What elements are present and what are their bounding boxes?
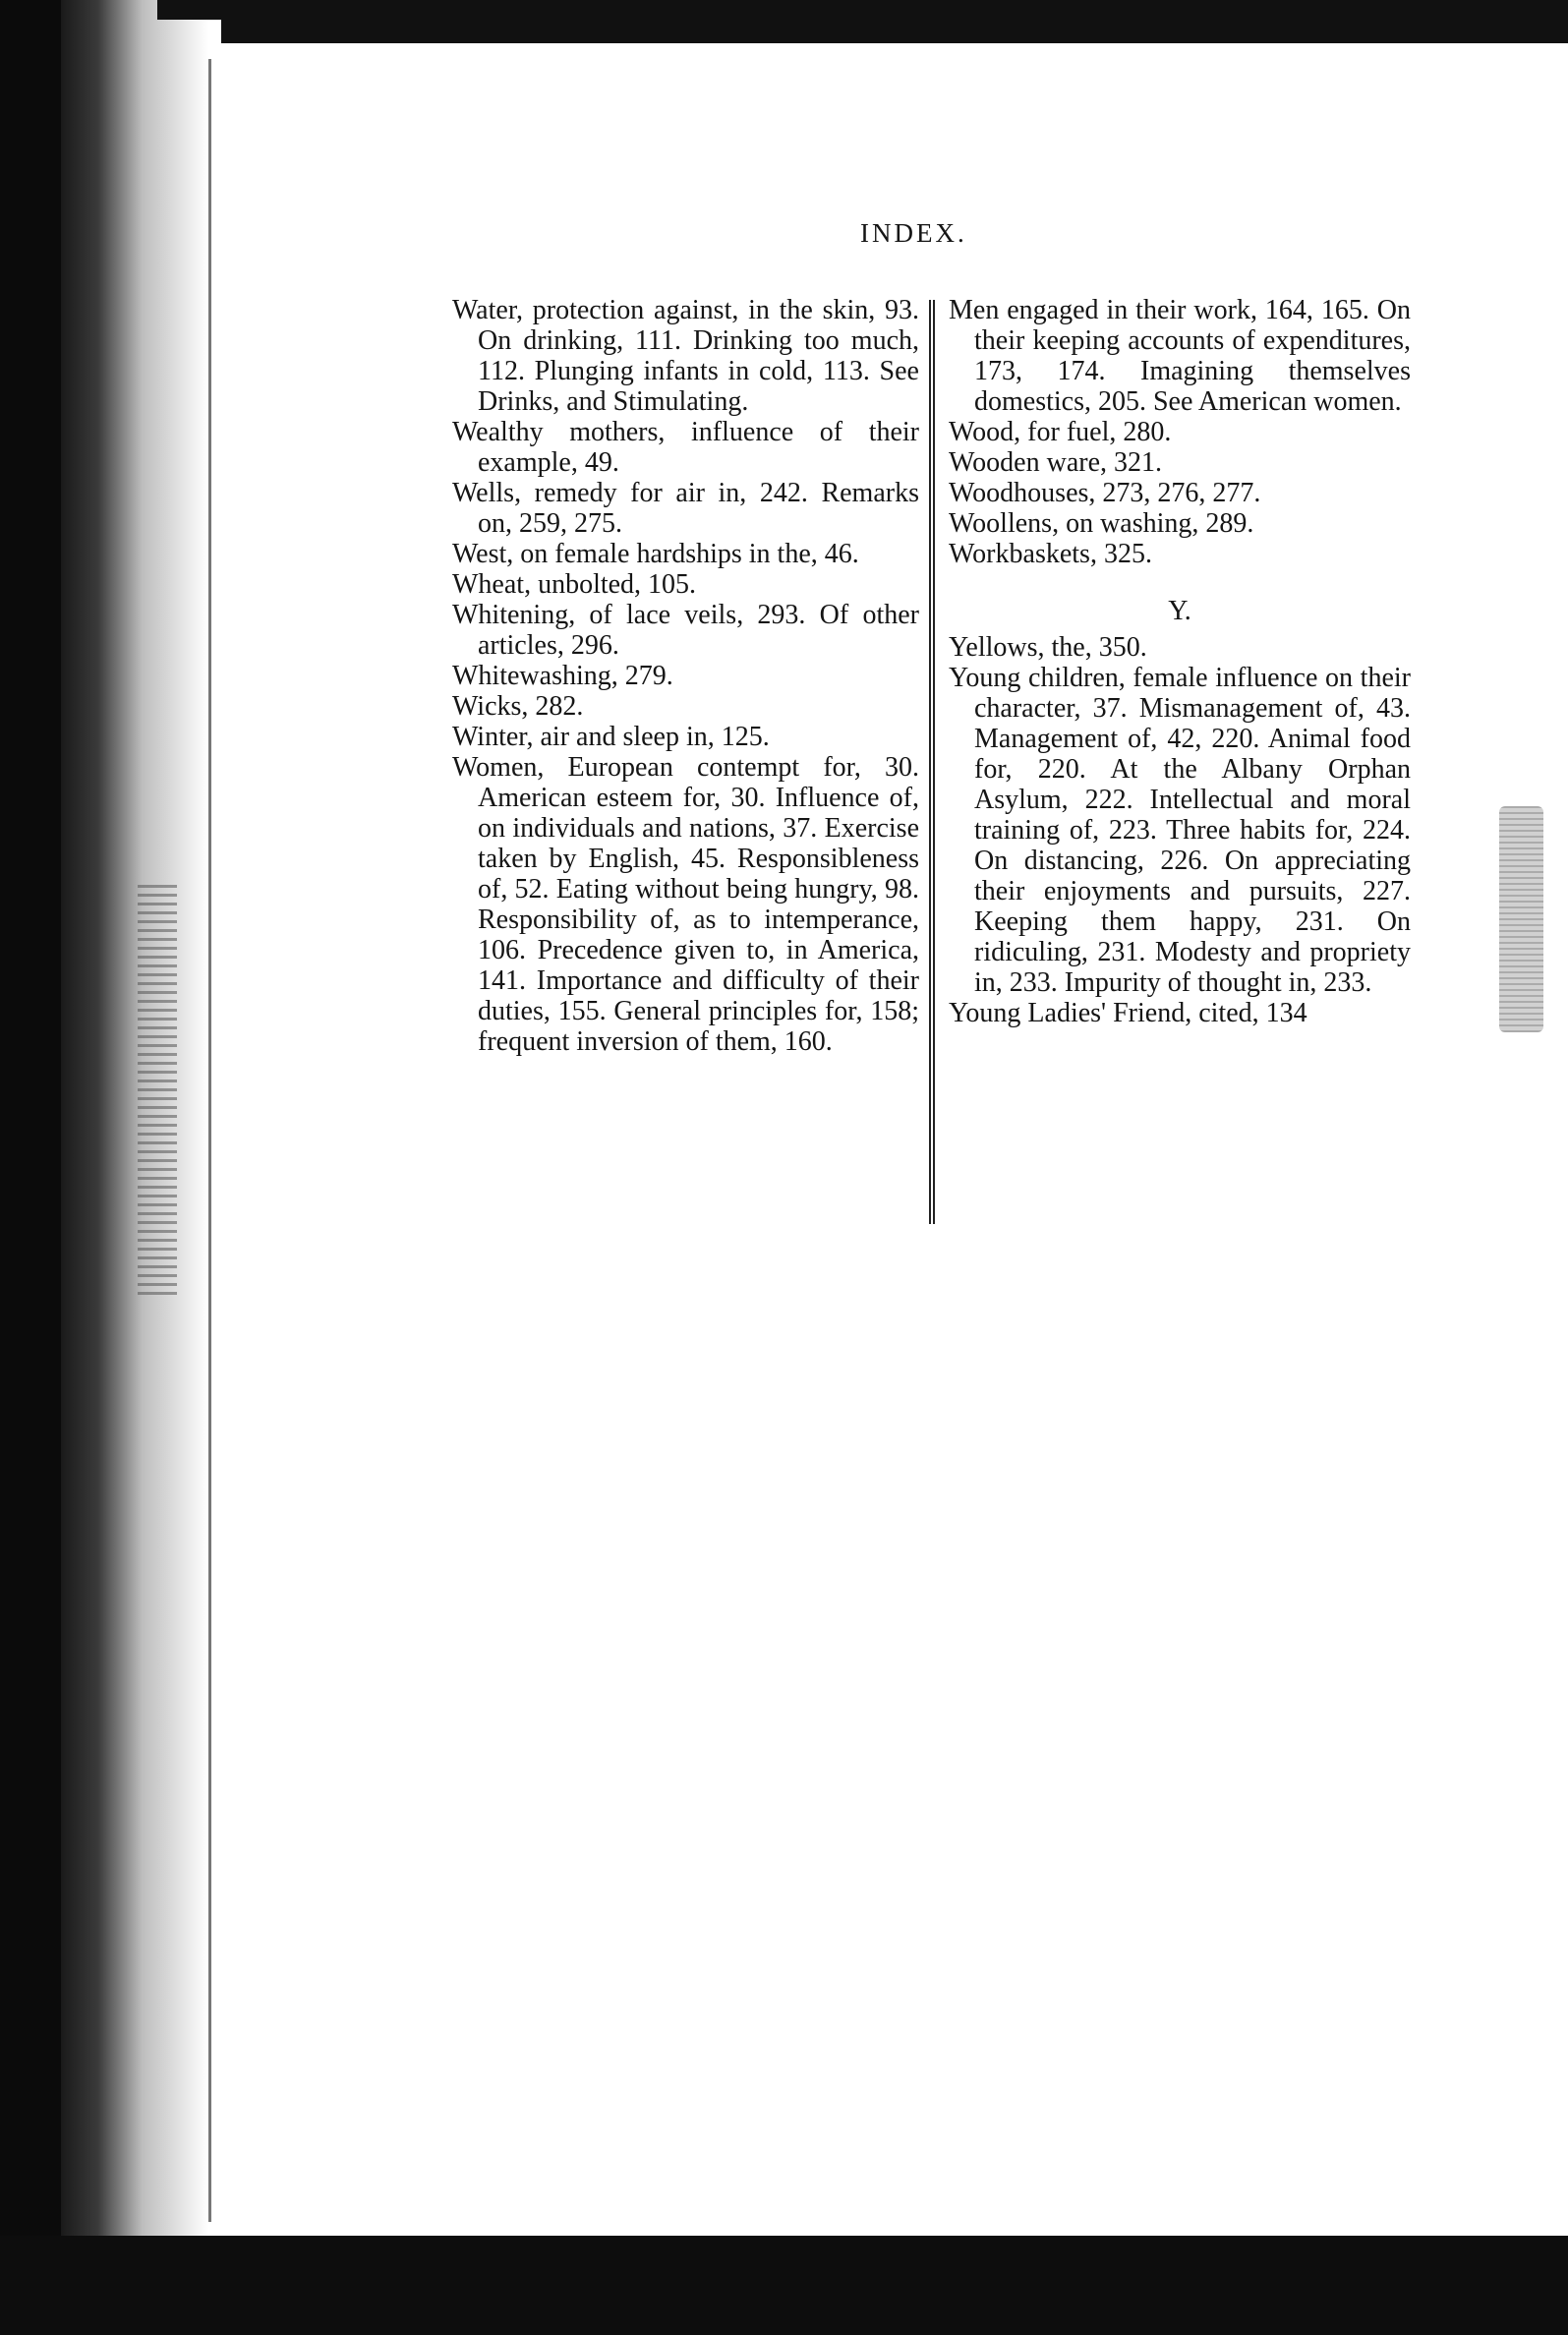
scan-binding-shadow — [61, 0, 208, 2236]
index-entry: Winter, air and sleep in, 125. — [452, 722, 770, 752]
index-entry: Water, protection against, in the skin, 93. On drinking, 111. Drinking too much, 112. Plunging infants in cold, 113. See Drinks, and Stimulating. — [452, 295, 919, 417]
index-entry: Wells, remedy for air in, 242. Remarks on, 259, 275. — [452, 478, 919, 539]
index-entry: Men engaged in their work, 164, 165. On their keeping accounts of expenditures, 173, 174. Imagining themselves domestics, 205. See American women. — [949, 295, 1411, 417]
index-entry: Women, European contempt for, 30. American esteem for, 30. Influence of, on individuals and nations, 37. Exercise taken by English, 45. Responsibleness of, 52. Eating without being hungry, 98. Responsibility of, as to intemperance, 106. Precedence given to, in America, 141. Importance and difficulty of their duties, 155. General principles for, 158; frequent inversion of them, 160. — [452, 752, 919, 1057]
index-entry: Wicks, 282. — [452, 691, 584, 722]
index-entry: Workbaskets, 325. — [949, 539, 1152, 569]
index-entry: Yellows, the, 350. — [949, 632, 1147, 663]
scan-bottom-border — [0, 2236, 1568, 2335]
page-title: INDEX. — [860, 218, 967, 248]
scan-binding-line — [208, 59, 211, 2222]
scan-top-notch — [157, 0, 246, 20]
index-column-left — [452, 295, 919, 1057]
index-entry: West, on female hardships in the, 46. — [452, 539, 859, 569]
scan-right-smudge — [1499, 806, 1543, 1032]
index-entry: Wealthy mothers, influence of their example, 49. — [452, 417, 919, 478]
index-entry: Whitewashing, 279. — [452, 661, 673, 691]
scan-left-edge — [0, 0, 61, 2335]
index-entry: Young children, female influence on their character, 37. Mismanagement of, 43. Management of, 42, 220. Animal food for, 220. At the Albany Orphan Asylum, 222. Intellectual and moral training of, 223. Three habits for, 224. On distancing, 226. On appreciating their enjoyments and pursuits, 227. Keeping them happy, 231. On ridiculing, 231. Modesty and propriety in, 233. Impurity of thought in, 233. — [949, 663, 1411, 998]
index-entry: Woollens, on washing, 289. — [949, 508, 1254, 539]
index-entry: Wood, for fuel, 280. — [949, 417, 1172, 447]
scan-top-border — [221, 0, 1568, 43]
section-letter-y: Y. — [1168, 596, 1191, 626]
index-entry: Whitening, of lace veils, 293. Of other articles, 296. — [452, 600, 919, 661]
index-entry: Young Ladies' Friend, cited, 134 — [949, 998, 1307, 1028]
index-column-right — [949, 295, 1411, 1028]
column-divider — [929, 300, 935, 1224]
index-entry: Wheat, unbolted, 105. — [452, 569, 697, 600]
index-entry: Woodhouses, 273, 276, 277. — [949, 478, 1261, 508]
index-entry: Wooden ware, 321. — [949, 447, 1163, 478]
scan-binding-marks — [138, 885, 177, 1298]
